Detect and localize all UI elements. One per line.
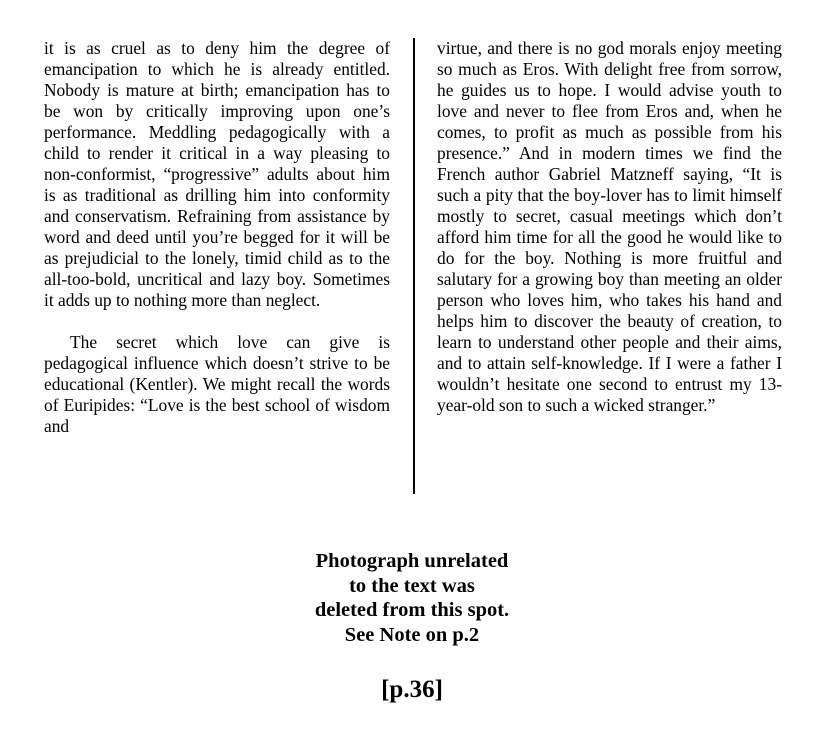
paragraph: The secret which love can give is pedagogical influence which doesn’t strive to be educational (Kentler). We might recall the words of Euripides: “Love is the best school of wisdom and <box>44 332 390 436</box>
text-column-left <box>44 38 390 437</box>
page-number-marker: [p.36] <box>381 676 443 703</box>
paragraph: virtue, and there is no god morals enjoy meeting so much as Eros. With delight free from sorrow, he guides us to hope. I would advise youth to love and never to flee from Eros and, when he comes, to profit as much as possible from his presence.” And in modern times we find the French author Gabriel Matzneff saying, “It is such a pity that the boy-lover has to limit himself mostly to secret, casual meetings which don’t afford him time for all the good he would like to do for the boy. Nothing is more fruitful and salutary for a growing boy than meeting an older person who loves him, who takes his hand and helps him to discover the beauty of creation, to learn to understand other people and their aims, and to attain self-knowledge. If I were a father I wouldn’t hesitate one second to entrust my 13-year-old son to such a wicked stranger.” <box>437 38 782 415</box>
text-column-right <box>437 38 782 416</box>
notice-line: deleted from this spot. <box>314 599 510 621</box>
notice-line: Photograph unrelated <box>315 550 509 572</box>
notice-line: See Note on p.2 <box>344 623 480 646</box>
notice-line: to the text was <box>349 574 475 597</box>
photo-removal-notice <box>0 549 824 647</box>
paragraph: it is as cruel as to deny him the degree of emancipation to which he is already entitled. Nobody is mature at birth; emancipation has to be won by critically improving upon one’s performance. Meddling pedagogically with a child to render it critical in a way pleasing to non-conformist, “progressive” adults about him is as traditional as drilling him into conformity and conservatism. Refraining from assistance by word and deed until you’re begged for it will be as prejudicial to the lonely, timid child as to the all-too-bold, uncritical and lazy boy. Sometimes it adds up to nothing more than neglect. <box>44 38 390 310</box>
column-divider-rule <box>413 38 415 494</box>
